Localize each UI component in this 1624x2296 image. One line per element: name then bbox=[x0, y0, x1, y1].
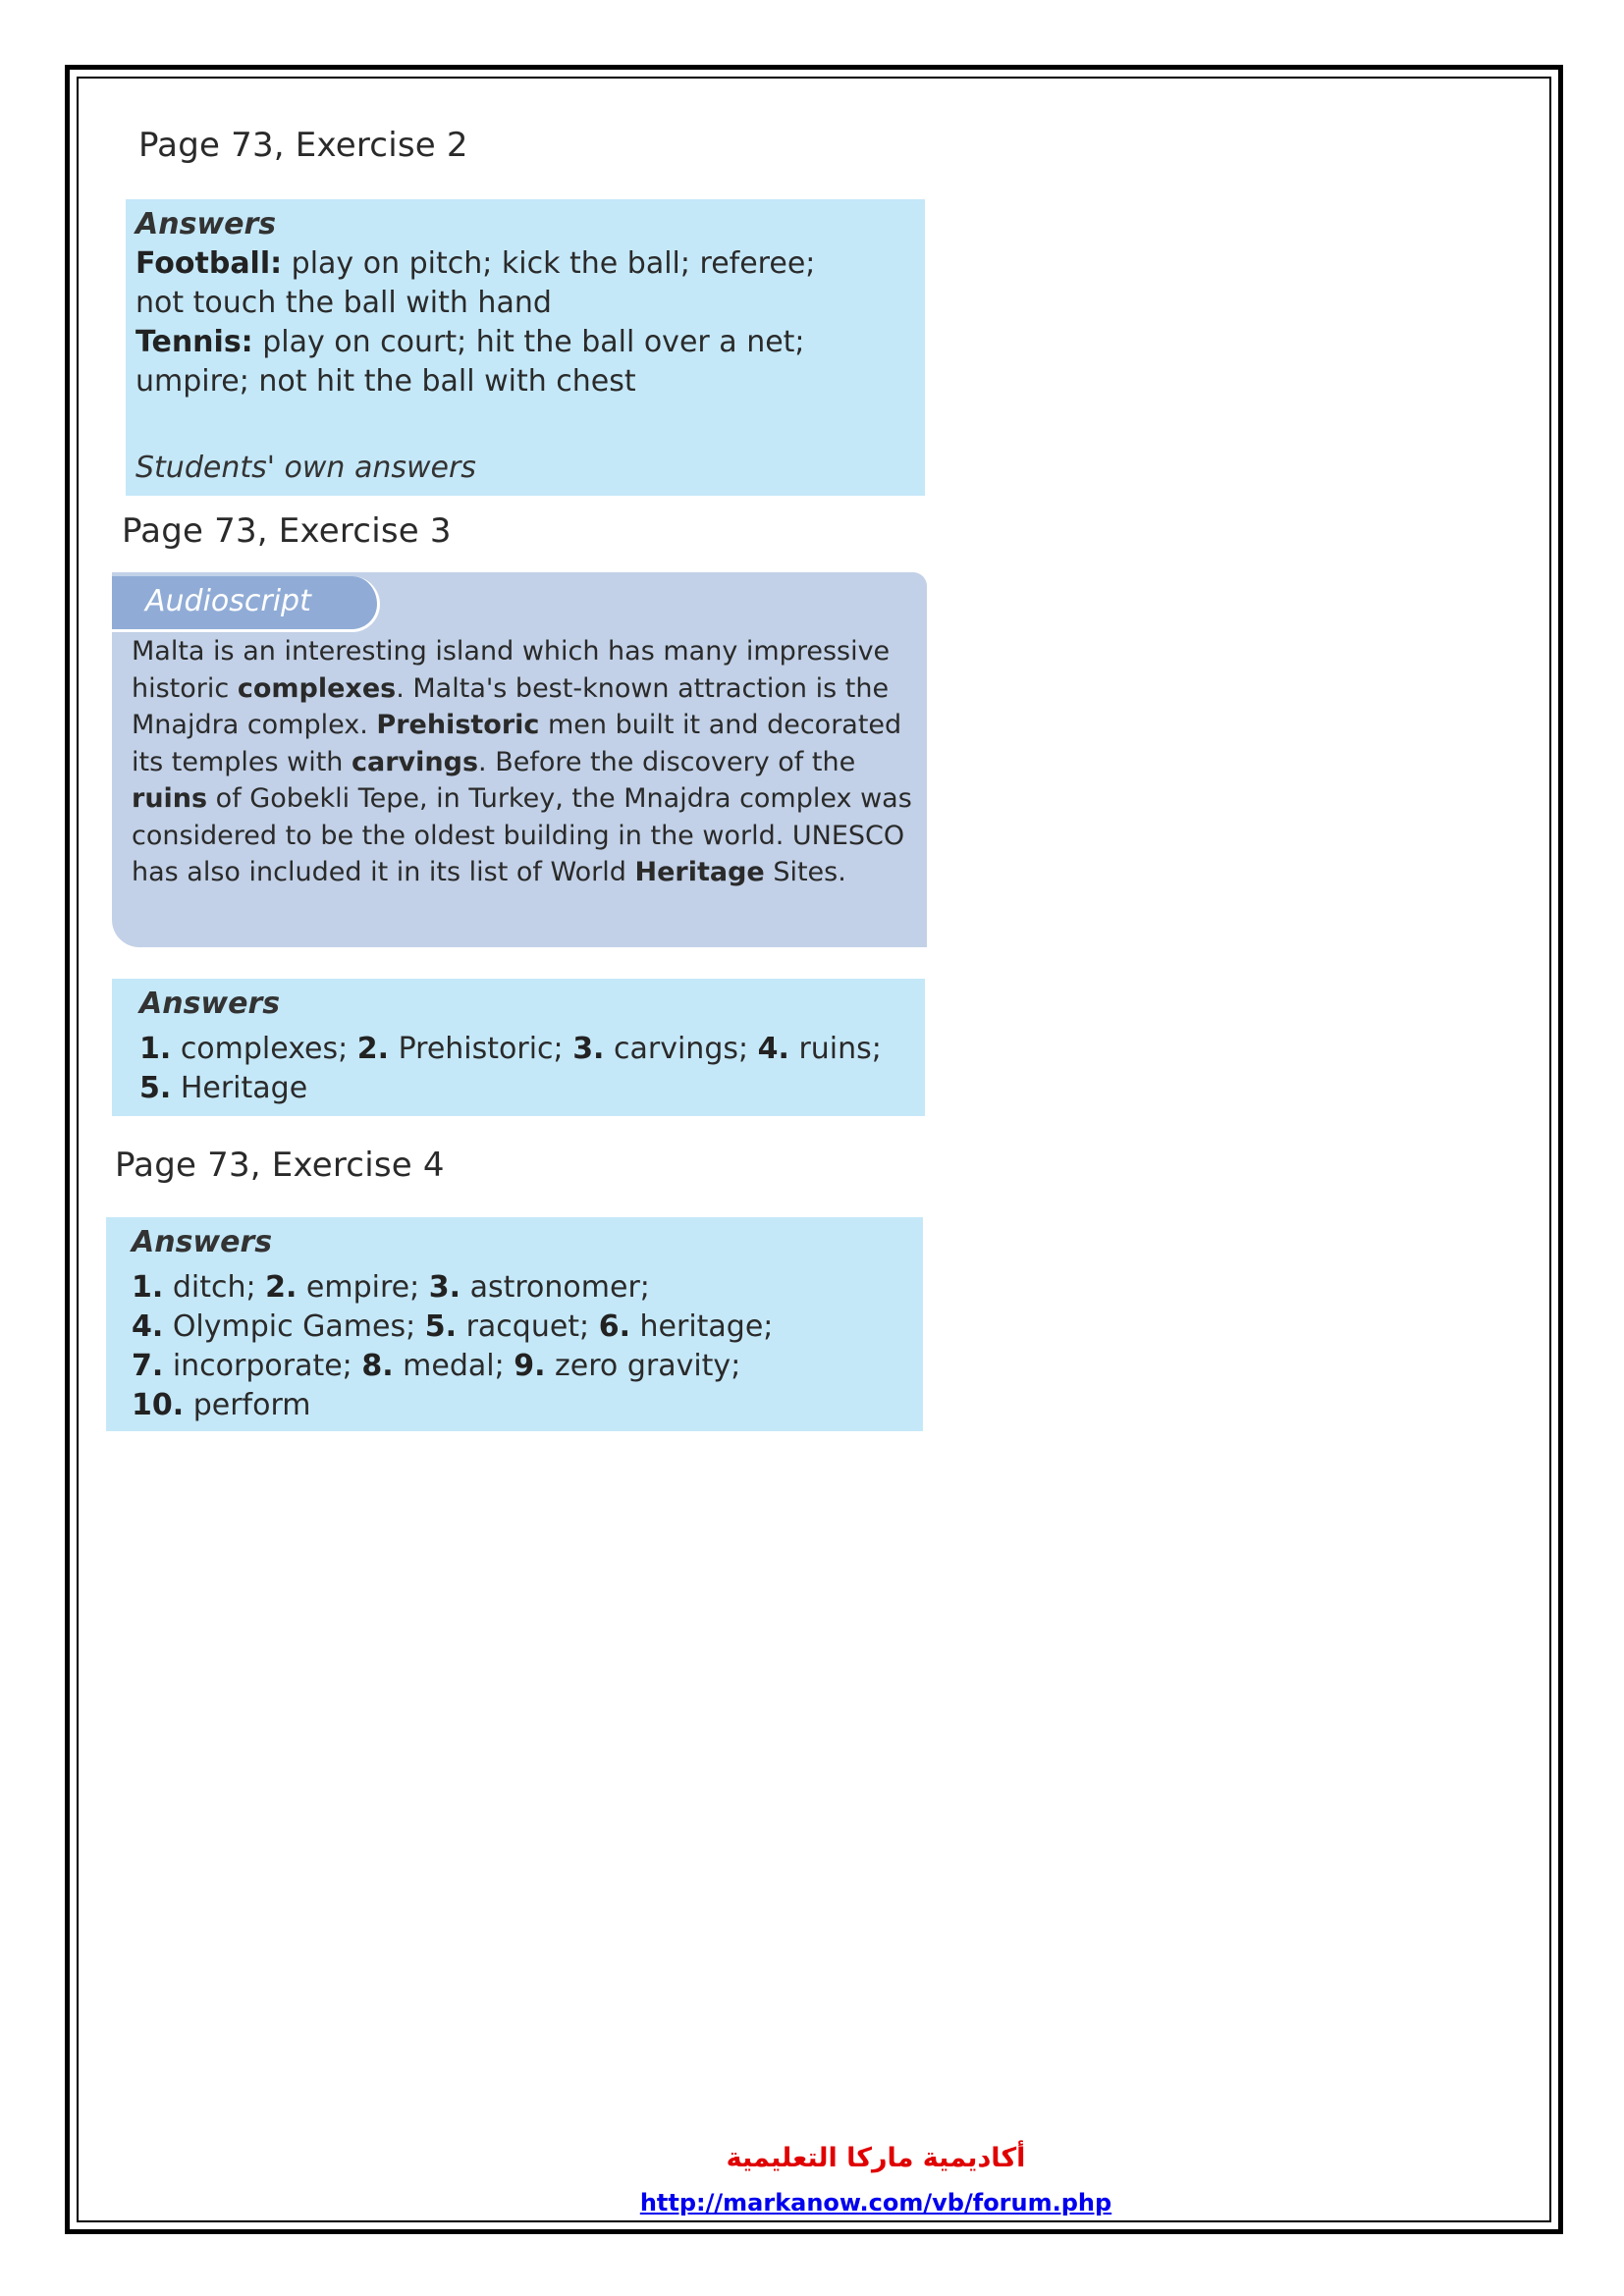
footer-forum-link[interactable]: http://markanow.com/vb/forum.php bbox=[639, 2189, 1112, 2216]
audioscript-keyword: carvings bbox=[352, 746, 479, 777]
audioscript-part: men built it and decorated its temples with bbox=[132, 710, 902, 777]
answer-number: 5. bbox=[424, 1309, 458, 1344]
exercise-4-answers-box bbox=[106, 1217, 923, 1431]
audioscript-part: Sites. bbox=[764, 857, 846, 887]
audioscript-part: . Before the discovery of the bbox=[478, 746, 856, 777]
answer-number: 3. bbox=[428, 1270, 461, 1305]
answer-number: 4. bbox=[757, 1032, 789, 1066]
audioscript-keyword: complexes bbox=[237, 672, 397, 704]
answer-text: racquet; bbox=[457, 1309, 599, 1344]
audioscript-keyword: Prehistoric bbox=[376, 710, 540, 740]
audioscript-keyword: Heritage bbox=[634, 857, 765, 887]
answer-text: perform bbox=[184, 1388, 311, 1422]
exercise-3-heading: Page 73, Exercise 3 bbox=[122, 511, 452, 551]
audioscript-label: Audioscript bbox=[145, 584, 311, 618]
exercise-3-answer-list bbox=[139, 1030, 915, 1108]
exercise-2-heading: Page 73, Exercise 2 bbox=[138, 126, 468, 165]
answer-number: 2. bbox=[356, 1032, 390, 1066]
exercise-3-answers-box bbox=[112, 979, 925, 1116]
answers-title: Answers bbox=[139, 987, 281, 1021]
answer-text: medal; bbox=[393, 1349, 514, 1383]
answer-number: 10. bbox=[132, 1388, 185, 1422]
football-label: Football: bbox=[135, 246, 283, 281]
football-answer bbox=[135, 244, 823, 323]
exercise-2-answers-box bbox=[126, 199, 925, 496]
answer-number: 9. bbox=[514, 1349, 546, 1383]
audioscript-tab bbox=[112, 576, 380, 632]
audioscript-keyword: ruins bbox=[132, 783, 208, 814]
answer-text: empire; bbox=[297, 1270, 429, 1305]
answer-number: 2. bbox=[265, 1270, 298, 1305]
audioscript-part: Malta is an interesting island which has many impressive historic bbox=[132, 636, 891, 704]
answer-text: heritage; bbox=[629, 1309, 774, 1344]
tennis-label: Tennis: bbox=[135, 325, 253, 359]
exercise-4-answer-list bbox=[132, 1268, 907, 1425]
answer-text: incorporate; bbox=[163, 1349, 362, 1383]
answers-title: Answers bbox=[132, 1225, 273, 1259]
tennis-text: play on court; hit the ball over a net; umpire; not hit the ball with chest bbox=[135, 325, 805, 399]
footer-academy-name: أكاديمية ماركا التعليمية bbox=[726, 2143, 1026, 2173]
answers-title: Answers bbox=[135, 207, 277, 241]
audioscript-text bbox=[132, 633, 917, 891]
answer-text: astronomer; bbox=[460, 1270, 650, 1305]
tennis-answer bbox=[135, 323, 823, 401]
answer-number: 8. bbox=[361, 1349, 394, 1383]
answer-text: zero gravity; bbox=[545, 1349, 741, 1383]
answer-number: 1. bbox=[139, 1032, 172, 1066]
answer-number: 4. bbox=[132, 1309, 164, 1344]
answer-text: complexes; bbox=[171, 1032, 357, 1066]
answer-number: 3. bbox=[572, 1032, 605, 1066]
audioscript-part: . Malta's best-known attraction is the Mnajdra complex. bbox=[132, 672, 890, 740]
answer-number: 1. bbox=[132, 1270, 164, 1305]
answer-text: ruins; bbox=[788, 1032, 882, 1066]
answer-text: Heritage bbox=[171, 1071, 308, 1105]
answer-number: 6. bbox=[598, 1309, 630, 1344]
answer-number: 5. bbox=[139, 1071, 172, 1105]
answer-text: Olympic Games; bbox=[163, 1309, 425, 1344]
audioscript-box bbox=[112, 572, 927, 947]
answer-text: ditch; bbox=[163, 1270, 266, 1305]
answer-number: 7. bbox=[132, 1349, 164, 1383]
answer-text: carvings; bbox=[604, 1032, 758, 1066]
football-text: play on pitch; kick the ball; referee; not touch the ball with hand bbox=[135, 246, 816, 320]
audioscript-part: of Gobekli Tepe, in Turkey, the Mnajdra complex was considered to be the oldest building in the world. UNESCO has also included it in its list of World bbox=[132, 783, 912, 887]
exercise-4-heading: Page 73, Exercise 4 bbox=[115, 1146, 445, 1185]
students-own-answers-note: Students' own answers bbox=[135, 451, 476, 485]
answer-text: Prehistoric; bbox=[389, 1032, 573, 1066]
